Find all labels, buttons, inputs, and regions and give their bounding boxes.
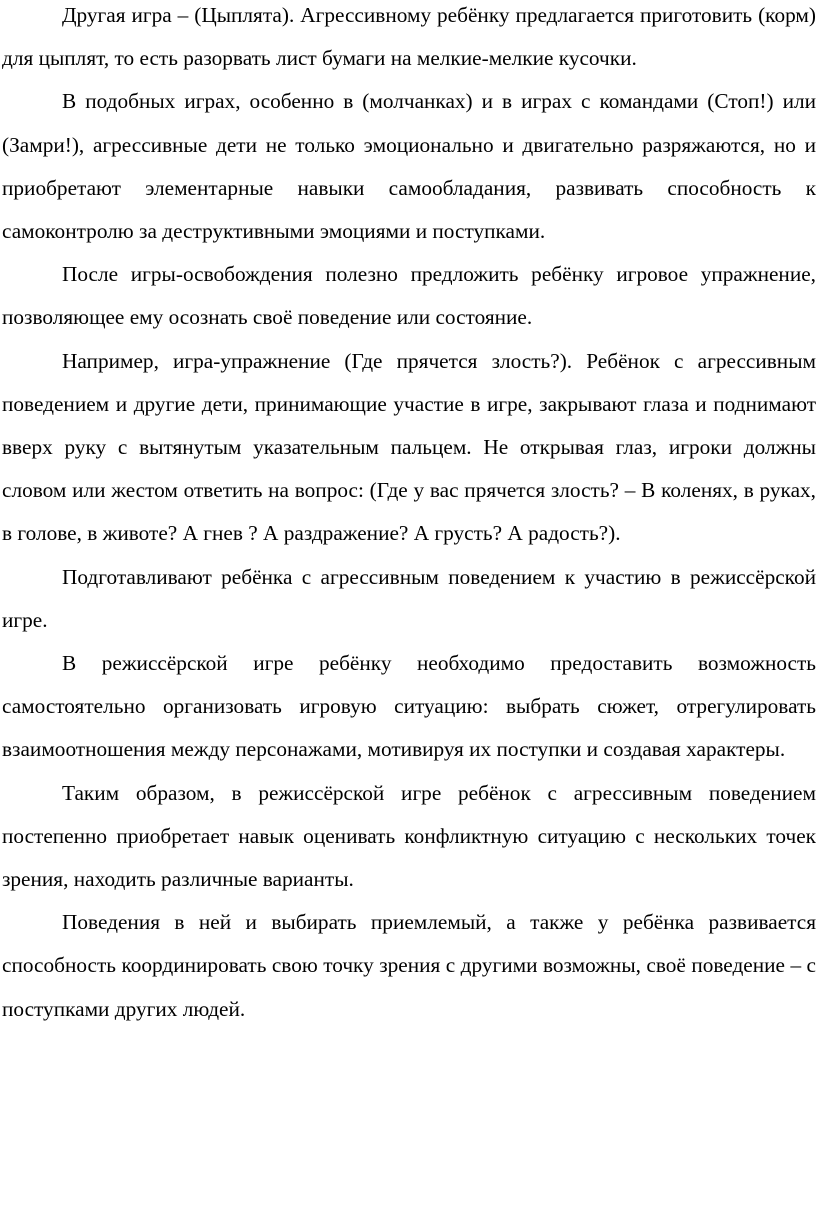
paragraph-behavior-choice: Поведения в ней и выбирать приемлемый, а также у ребёнка развивается способность координировать свою точку зрения с другими возможны, своё поведение – с поступками других людей.	[2, 910, 816, 1021]
body-text	[2, 0, 816, 1031]
paragraph-silence-games: В подобных играх, особенно в (молчанках) и в играх с командами (Стоп!) или (Замри!), агрессивные дети не только эмоционально и двигательно разряжаются, но и приобретают элементарные навыки самообладания, развивать способность к самоконтролю за деструктивными эмоциями и поступками.	[2, 89, 816, 244]
paragraph-chickens-game: Другая игра – (Цыплята). Агрессивному ребёнку предлагается приготовить (корм) для цыплят, то есть разорвать лист бумаги на мелкие-мелкие кусочки.	[2, 3, 816, 71]
paragraph-director-game-prep: Подготавливают ребёнка с агрессивным поведением к участию в режиссёрской игре.	[2, 564, 816, 632]
paragraph-after-release-game: После игры-освобождения полезно предложить ребёнку игровое упражнение, позволяющее ему осознать своё поведение или состояние.	[2, 262, 816, 330]
paragraph-conclusion: Таким образом, в режиссёрской игре ребёнок с агрессивным поведением постепенно приобретает навык оценивать конфликтную ситуацию с нескольких точек зрения, находить различные варианты.	[2, 780, 816, 892]
paragraph-director-game: В режиссёрской игре ребёнку необходимо предоставить возможность самостоятельно организовать игровую ситуацию: выбрать сюжет, отрегулировать взаимоотношения между персонажами, мотивируя их поступки и создавая характеры.	[2, 651, 816, 762]
paragraph-where-anger-hides: Например, игра-упражнение (Где прячется злость?). Ребёнок с агрессивным поведением и другие дети, принимающие участие в игре, закрывают глаза и поднимают вверх руку с вытянутым указательным пальцем. Не открывая глаз, игроки должны словом или жестом ответить на вопрос: (Где у вас прячется злость? – В коленях, в руках, в голове, в животе? А гнев ? А раздражение? А грусть? А радость?).	[2, 348, 816, 546]
